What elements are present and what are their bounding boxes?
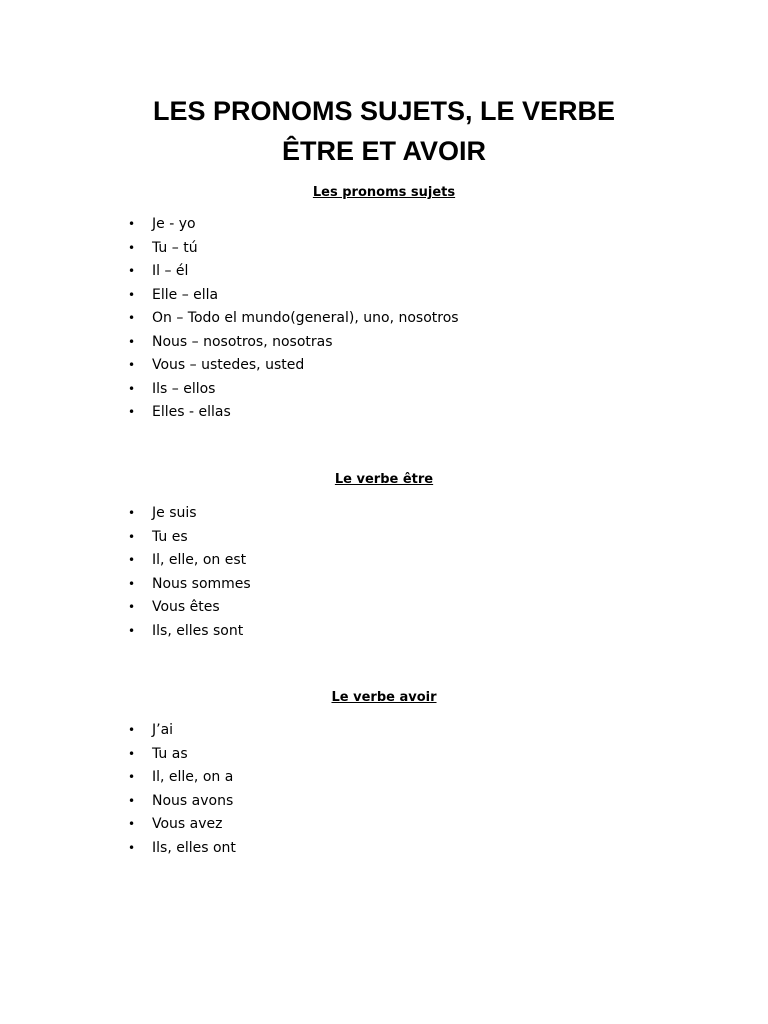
bullet-icon: • xyxy=(128,358,136,372)
bullet-icon: • xyxy=(128,817,136,831)
list-item-text: Tu – tú xyxy=(152,239,198,256)
list-item xyxy=(128,307,459,331)
list-item-text: Je suis xyxy=(152,505,197,521)
list-item xyxy=(128,378,459,402)
bullet-icon: • xyxy=(128,576,136,591)
list-item xyxy=(128,790,236,814)
bullet-icon: • xyxy=(128,553,136,567)
list-item-text: Il, elle, on a xyxy=(152,769,234,785)
bullet-icon: • xyxy=(128,264,136,278)
list-item xyxy=(128,620,251,644)
list-item xyxy=(128,766,236,790)
list-item xyxy=(128,502,251,526)
list-item xyxy=(128,401,459,425)
list-item-text: Elles - ellas xyxy=(152,404,231,420)
list-item xyxy=(128,596,251,620)
list-item xyxy=(128,573,251,597)
list-item xyxy=(128,284,459,308)
bullet-icon: • xyxy=(128,381,136,396)
list-item-text: Vous – ustedes, usted xyxy=(152,357,305,373)
list-item xyxy=(128,331,459,355)
list-item-text: Ils, elles ont xyxy=(152,839,236,856)
page-title-line-2: ÊTRE ET AVOIR xyxy=(281,136,487,166)
list-item xyxy=(128,549,251,573)
bullet-icon: • xyxy=(128,600,136,614)
list-item-text: Ils – ellos xyxy=(152,380,216,397)
bullet-icon: • xyxy=(128,793,136,808)
section-heading-verbe-etre: Le verbe être xyxy=(334,472,434,487)
bullet-icon: • xyxy=(128,723,136,737)
list-item-text: Nous avons xyxy=(152,792,234,809)
list-item-text: Il – él xyxy=(152,263,189,279)
list-item xyxy=(128,237,459,261)
bullet-icon: • xyxy=(128,746,136,761)
list-item-text: Vous avez xyxy=(152,816,223,832)
list-item-text: Elle – ella xyxy=(152,286,219,303)
bullet-icon: • xyxy=(128,405,136,419)
list-item-text: Tu es xyxy=(152,528,188,545)
list-item-text: Ils, elles sont xyxy=(152,622,244,639)
verbe-etre-list xyxy=(128,502,251,643)
list-item-text: J’ai xyxy=(152,722,174,738)
list-item xyxy=(128,213,459,237)
list-item xyxy=(128,260,459,284)
section-heading-pronoms-sujets: Les pronoms sujets xyxy=(312,185,456,200)
list-item xyxy=(128,743,236,767)
bullet-icon: • xyxy=(128,529,136,544)
section-heading-verbe-avoir: Le verbe avoir xyxy=(331,690,437,705)
bullet-icon: • xyxy=(128,217,136,231)
bullet-icon: • xyxy=(128,770,136,784)
list-item-text: Vous êtes xyxy=(152,599,220,615)
bullet-icon: • xyxy=(128,240,136,255)
verbe-avoir-list xyxy=(128,719,236,860)
list-item xyxy=(128,354,459,378)
page-title-line-1: LES PRONOMS SUJETS, LE VERBE xyxy=(152,96,616,126)
bullet-icon: • xyxy=(128,506,136,520)
bullet-icon: • xyxy=(128,311,136,325)
list-item xyxy=(128,526,251,550)
list-item-text: On – Todo el mundo(general), uno, nosotros xyxy=(152,310,459,326)
list-item xyxy=(128,813,236,837)
list-item-text: Tu as xyxy=(152,745,188,762)
bullet-icon: • xyxy=(128,287,136,302)
list-item-text: Il, elle, on est xyxy=(152,552,247,568)
list-item xyxy=(128,837,236,861)
list-item-text: Nous sommes xyxy=(152,575,251,592)
bullet-icon: • xyxy=(128,623,136,638)
bullet-icon: • xyxy=(128,840,136,855)
list-item xyxy=(128,719,236,743)
list-item-text: Je - yo xyxy=(152,216,196,232)
pronoms-sujets-list xyxy=(128,213,459,425)
list-item-text: Nous – nosotros, nosotras xyxy=(152,333,333,350)
bullet-icon: • xyxy=(128,334,136,349)
